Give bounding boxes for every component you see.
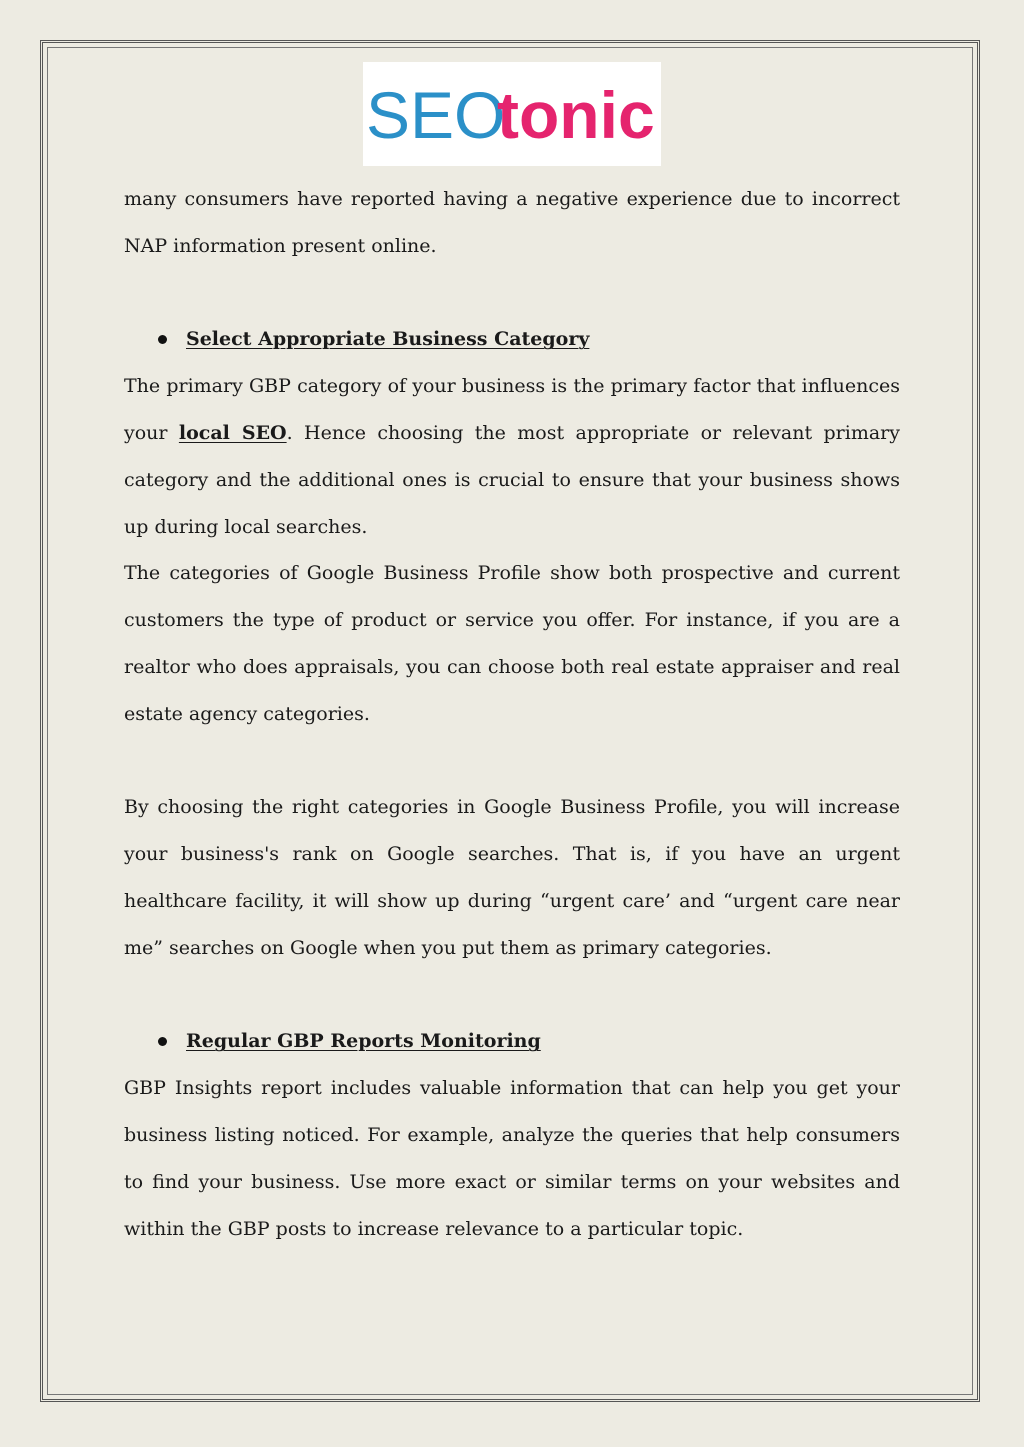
category-paragraph-2: The categories of Google Business Profile show both prospective and current customers the type of product or service you offer. For instance, if you are a realtor who does appraisals, you can choose both real estate appraiser and real estate agency categories. bbox=[124, 562, 900, 725]
text-run: The primary GBP category of your business is the primary factor that influences your bbox=[124, 375, 900, 444]
section-heading-reports-monitoring bbox=[124, 1018, 900, 1065]
section-heading-business-category bbox=[124, 316, 900, 363]
document-body bbox=[124, 176, 900, 1252]
heading-text: Regular GBP Reports Monitoring bbox=[186, 1030, 541, 1053]
reports-paragraph: GBP Insights report includes valuable information that can help you get your business listing noticed. For example, analyze the queries that help consumers to find your business. Use more exact or similar terms on your websites and within the GBP posts to increase relevance to a particular topic. bbox=[124, 1077, 900, 1240]
spacer bbox=[124, 738, 900, 785]
seotonic-logo bbox=[363, 62, 661, 166]
intro-paragraph: many consumers have reported having a negative experience due to incorrect NAP information present online. bbox=[124, 188, 900, 257]
logo-wordmark bbox=[363, 62, 661, 166]
category-paragraph-1 bbox=[124, 363, 900, 550]
spacer bbox=[124, 270, 900, 317]
text-run: . Hence choosing the most appropriate or relevant primary category and the additional ones is crucial to ensure that your business shows up during local searches. bbox=[124, 421, 900, 538]
bullet-icon bbox=[158, 1037, 167, 1046]
category-paragraph-3: By choosing the right categories in Google Business Profile, you will increase your business's rank on Google searches. That is, if you have an urgent healthcare facility, it will show up during “urgent care’ and “urgent care near me” searches on Google when you put them as primary categories. bbox=[124, 796, 900, 959]
local-seo-link[interactable]: local SEO bbox=[178, 421, 287, 444]
logo-text-tonic: tonic bbox=[497, 78, 655, 152]
heading-text: Select Appropriate Business Category bbox=[186, 328, 590, 351]
spacer bbox=[124, 972, 900, 1019]
bullet-icon bbox=[158, 335, 167, 344]
logo-text-seo: SEO bbox=[366, 78, 506, 152]
